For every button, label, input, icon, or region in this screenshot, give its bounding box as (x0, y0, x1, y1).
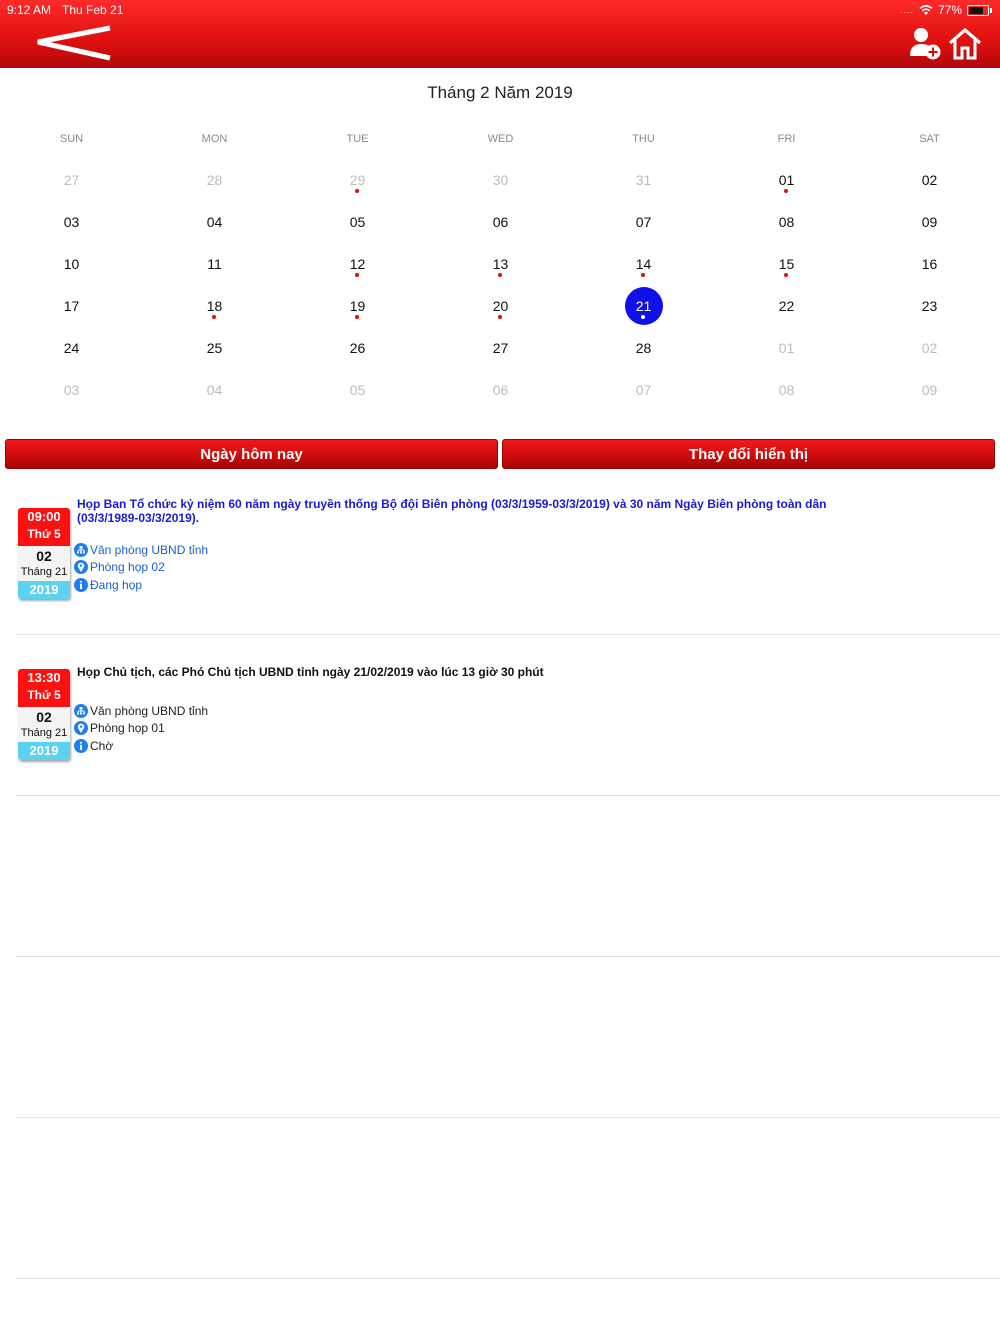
calendar-day[interactable] (286, 201, 429, 243)
organization-icon (74, 704, 88, 718)
calendar-day-number: 30 (492, 172, 509, 188)
calendar-day-number: 06 (492, 214, 509, 230)
calendar-day-number: 19 (349, 298, 366, 314)
event-date-badge (18, 669, 70, 760)
event-month: Tháng 21 (18, 564, 70, 581)
event-indicator-dot (355, 273, 359, 277)
weekday-label-thu: THU (632, 133, 655, 145)
event-indicator-dot (212, 315, 216, 319)
calendar-day-number: 12 (349, 256, 366, 272)
calendar-day[interactable] (572, 201, 715, 243)
event-indicator-dot (641, 315, 645, 319)
calendar-day[interactable] (143, 243, 286, 285)
event-weekday: Thứ 5 (18, 686, 70, 707)
calendar-day[interactable] (858, 243, 1000, 285)
weekday-label-sat: SAT (919, 133, 940, 145)
calendar-day[interactable] (429, 285, 572, 327)
location-pin-icon (74, 560, 88, 574)
calendar-day[interactable] (429, 201, 572, 243)
event-indicator-dot (355, 189, 359, 193)
battery-icon (967, 5, 989, 16)
event-status-row (74, 738, 113, 754)
calendar-day[interactable] (572, 159, 715, 201)
calendar-day[interactable] (143, 369, 286, 411)
calendar-day[interactable] (715, 159, 858, 201)
weekday-label-tue: TUE (346, 133, 369, 145)
weekday-label-fri: FRI (777, 133, 796, 145)
event-day: 02 (18, 707, 70, 725)
calendar-day-number: 16 (921, 256, 938, 272)
event-indicator-dot (641, 273, 645, 277)
event-indicator-dot (784, 189, 788, 193)
calendar-day[interactable] (858, 285, 1000, 327)
add-user-icon (908, 26, 942, 62)
calendar-day[interactable] (286, 369, 429, 411)
calendar-day-number: 10 (63, 256, 80, 272)
calendar-day[interactable] (143, 285, 286, 327)
event-date-badge (18, 508, 70, 599)
event-indicator-dot (498, 273, 502, 277)
calendar-day[interactable] (572, 327, 715, 369)
back-arrow-icon (32, 22, 114, 66)
calendar-day[interactable] (715, 327, 858, 369)
calendar-day-number: 03 (63, 214, 80, 230)
wifi-icon (919, 5, 933, 16)
app-header (0, 0, 1000, 68)
event-organizer-row (74, 703, 208, 719)
info-icon (74, 739, 88, 753)
calendar-day[interactable] (715, 243, 858, 285)
calendar-day-number: 01 (778, 340, 795, 356)
calendar-day[interactable] (286, 285, 429, 327)
calendar-day[interactable] (0, 285, 143, 327)
calendar-day[interactable] (0, 201, 143, 243)
weekday-label-sun: SUN (59, 133, 84, 145)
calendar-day-selected[interactable] (572, 285, 715, 327)
event-title: Họp Chủ tịch, các Phó Chủ tịch UBND tỉnh ngày 21/02/2019 vào lúc 13 giờ 30 phút (77, 665, 544, 679)
calendar-day-number: 01 (778, 172, 795, 188)
calendar-day-number: 08 (778, 214, 795, 230)
event-year: 2019 (18, 581, 70, 599)
event-organizer: Văn phòng UBND tỉnh (90, 704, 209, 718)
calendar-day-number: 27 (63, 172, 80, 188)
battery-percent: 77% (937, 3, 962, 17)
add-user-button[interactable] (908, 26, 942, 62)
calendar-day-number: 13 (492, 256, 509, 272)
calendar-day-number: 02 (921, 172, 938, 188)
event-room: Phòng họp 01 (90, 721, 165, 735)
event-status-row (74, 577, 142, 593)
calendar-day[interactable] (286, 327, 429, 369)
calendar-day-number: 09 (921, 382, 938, 398)
calendar-day[interactable] (572, 243, 715, 285)
event-day: 02 (18, 546, 70, 564)
calendar-day-number: 04 (206, 214, 223, 230)
event-status: Đang họp (90, 578, 143, 592)
calendar-day[interactable] (858, 327, 1000, 369)
event-room-row (74, 720, 165, 736)
event-month: Tháng 21 (18, 725, 70, 742)
calendar-day-number: 09 (921, 214, 938, 230)
calendar-day-number: 17 (63, 298, 80, 314)
event-title: Họp Ban Tổ chức kỷ niệm 60 năm ngày truyền thống Bộ đội Biên phòng (03/3/1959-03/3/2019) và 30 năm Ngày Biên phòng toàn dân (03/3/1989-03/3/2019). (77, 497, 827, 525)
calendar-day[interactable] (0, 243, 143, 285)
calendar-day[interactable] (0, 327, 143, 369)
calendar-day-number: 26 (349, 340, 366, 356)
empty-row-separator (15, 1117, 1000, 1118)
event-status: Chờ (90, 739, 114, 753)
calendar-day[interactable] (715, 369, 858, 411)
calendar-day-number: 02 (921, 340, 938, 356)
calendar-day[interactable] (858, 369, 1000, 411)
calendar-day-number: 29 (349, 172, 366, 188)
status-indicators (900, 3, 992, 17)
calendar-day-number: 04 (206, 382, 223, 398)
empty-row-separator (15, 956, 1000, 957)
event-organizer: Văn phòng UBND tỉnh (90, 543, 209, 557)
event-room: Phòng họp 02 (90, 560, 165, 574)
event-year: 2019 (18, 742, 70, 760)
signal-dots: .... (899, 5, 914, 15)
calendar-day[interactable] (286, 159, 429, 201)
info-icon (74, 578, 88, 592)
calendar-day[interactable] (286, 243, 429, 285)
calendar-day-number: 03 (63, 382, 80, 398)
calendar-day-number: 07 (635, 382, 652, 398)
calendar-day-number: 18 (206, 298, 223, 314)
calendar-day-number: 15 (778, 256, 795, 272)
event-room-row (74, 559, 165, 575)
home-icon (947, 26, 983, 62)
weekday-label-mon: MON (201, 133, 228, 145)
calendar-day-number: 22 (778, 298, 795, 314)
calendar-day[interactable] (858, 201, 1000, 243)
calendar-month-title: Tháng 2 Năm 2019 (427, 83, 573, 102)
calendar-day[interactable] (572, 369, 715, 411)
event-indicator-dot (498, 315, 502, 319)
calendar-day[interactable] (429, 369, 572, 411)
calendar-day[interactable] (143, 159, 286, 201)
calendar-day-number: 28 (635, 340, 652, 356)
event-indicator-dot (355, 315, 359, 319)
organization-icon (74, 543, 88, 557)
calendar-day-number: 08 (778, 382, 795, 398)
calendar-day[interactable] (429, 327, 572, 369)
today-button[interactable]: Ngày hôm nay (5, 439, 498, 469)
event-time: 13:30 (18, 669, 70, 686)
event-separator (15, 634, 1000, 635)
calendar-day-number: 11 (207, 256, 222, 272)
calendar-day-number: 21 (635, 298, 652, 314)
location-pin-icon (74, 721, 88, 735)
back-button[interactable] (32, 22, 114, 66)
calendar-day-number: 28 (206, 172, 223, 188)
calendar-day[interactable] (715, 285, 858, 327)
calendar-day[interactable] (143, 201, 286, 243)
event-indicator-dot (784, 273, 788, 277)
calendar-day-number: 14 (635, 256, 652, 272)
empty-row-separator (15, 1278, 1000, 1279)
calendar-day-number: 05 (349, 214, 366, 230)
calendar-day[interactable] (429, 159, 572, 201)
calendar-day[interactable] (858, 159, 1000, 201)
change-view-button[interactable]: Thay đổi hiển thị (502, 439, 995, 469)
home-button[interactable] (947, 26, 983, 62)
calendar-day[interactable] (0, 369, 143, 411)
calendar-day-number: 20 (492, 298, 509, 314)
calendar-day-number: 05 (349, 382, 366, 398)
calendar-day-number: 27 (492, 340, 509, 356)
calendar-day[interactable] (143, 327, 286, 369)
calendar-day[interactable] (0, 159, 143, 201)
calendar-day[interactable] (715, 201, 858, 243)
weekday-label-wed: WED (487, 133, 514, 145)
calendar-day-number: 06 (492, 382, 509, 398)
calendar-day-number: 25 (206, 340, 223, 356)
calendar-day[interactable] (429, 243, 572, 285)
calendar-day-number: 24 (63, 340, 80, 356)
status-date: Thu Feb 21 (62, 3, 124, 17)
event-weekday: Thứ 5 (18, 525, 70, 546)
calendar-day-number: 23 (921, 298, 938, 314)
event-separator (15, 795, 1000, 796)
event-organizer-row (74, 542, 208, 558)
calendar-day-number: 07 (635, 214, 652, 230)
calendar-day-number: 31 (635, 172, 652, 188)
status-time: 9:12 AM (7, 3, 52, 17)
event-time: 09:00 (18, 508, 70, 525)
